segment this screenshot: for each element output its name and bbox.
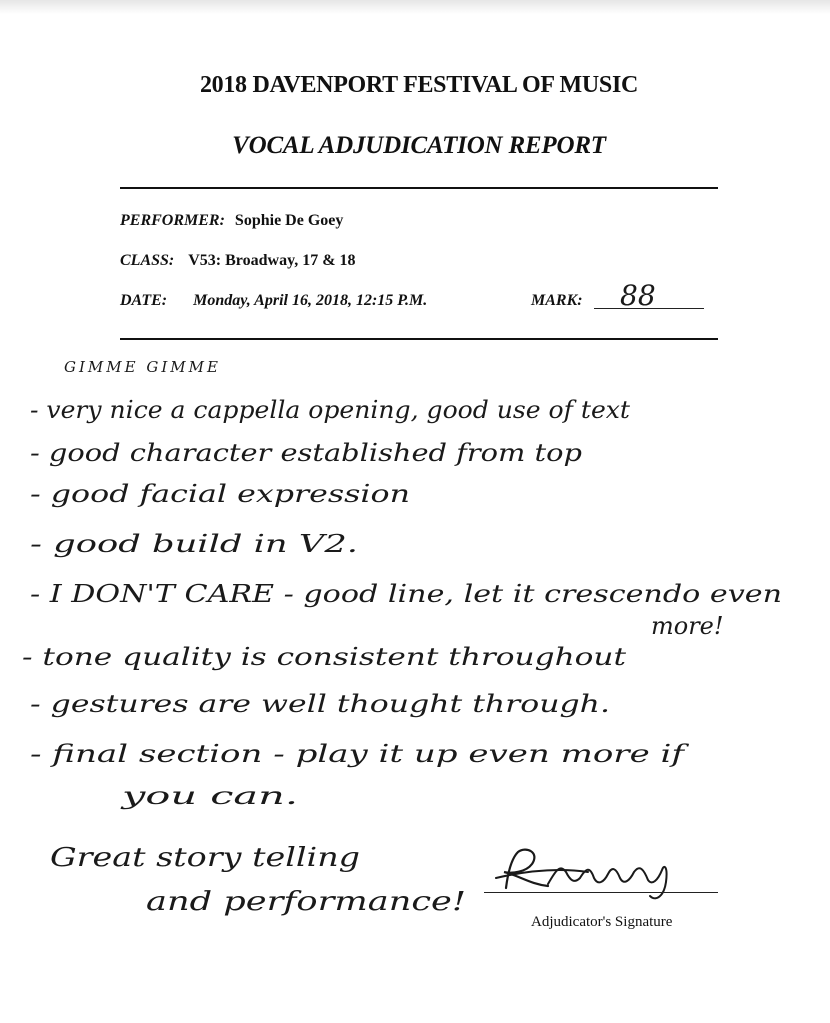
mark-label: MARK:	[531, 292, 583, 309]
comment-line: - good build in V2.	[30, 530, 358, 558]
class-value: V53: Broadway, 17 & 18	[188, 252, 356, 269]
closing-remark: and performance!	[146, 887, 466, 917]
comment-line: - gestures are well thought through.	[30, 690, 610, 718]
comment-line: - very nice a cappella opening, good use of text	[30, 396, 631, 424]
class-label: CLASS:	[120, 252, 175, 269]
comment-line: - I DON'T CARE - good line, let it crescendo even	[30, 580, 782, 608]
report-title: 2018 DAVENPORT FESTIVAL OF MUSIC	[199, 72, 639, 98]
mark-value: 88	[620, 279, 656, 312]
closing-remark: Great story telling	[50, 843, 360, 873]
date-value: Monday, April 16, 2018, 12:15 P.M.	[193, 292, 428, 309]
comment-line: more!	[651, 612, 724, 640]
date-label: DATE:	[120, 292, 168, 309]
comment-line: - final section - play it up even more if	[30, 740, 690, 768]
piece-title: GIMME GIMME	[64, 358, 221, 376]
performer-label: PERFORMER:	[120, 212, 225, 229]
comment-line: - tone quality is consistent throughout	[22, 643, 627, 671]
report-subtitle: VOCAL ADJUDICATION REPORT	[232, 132, 606, 159]
performer-value: Sophie De Goey	[234, 212, 344, 229]
comment-line: - good character established from top	[30, 439, 582, 467]
signature-caption: Adjudicator's Signature	[531, 914, 673, 930]
signature-line	[484, 892, 718, 893]
comment-line: you can.	[120, 782, 298, 810]
comment-line: - good facial expression	[30, 480, 410, 508]
